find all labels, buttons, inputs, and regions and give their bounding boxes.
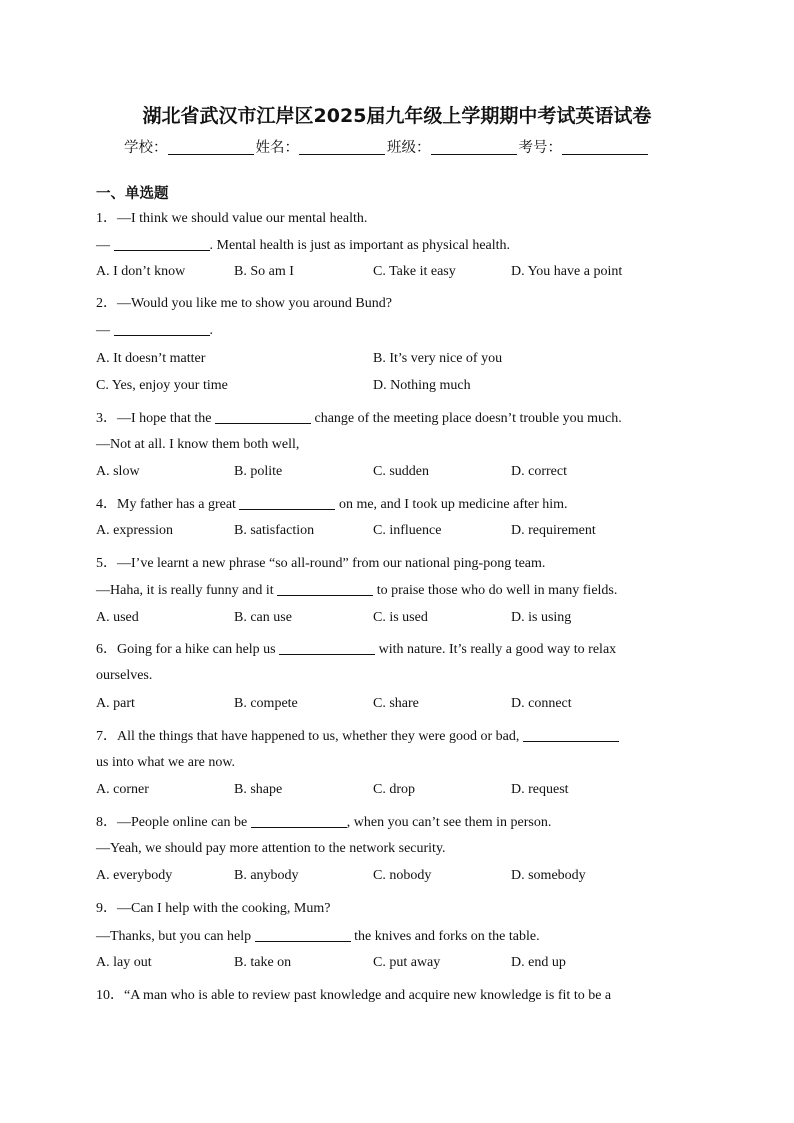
q3-start: 3．—I hope that the xyxy=(96,411,215,426)
q4-option-d[interactable]: D. requirement xyxy=(511,523,596,538)
q2-rest: . xyxy=(209,323,213,338)
class-label: 班级： xyxy=(387,140,431,156)
q7-option-b[interactable]: B. shape xyxy=(234,782,283,797)
q3-option-a[interactable]: A. slow xyxy=(96,464,140,479)
question-3-stem xyxy=(96,407,622,427)
question-1-response xyxy=(96,236,510,254)
student-info-row xyxy=(124,136,650,157)
q9-start: —Thanks, but you can help xyxy=(96,929,255,944)
q7-option-c[interactable]: C. drop xyxy=(373,782,415,797)
q4-option-a[interactable]: A. expression xyxy=(96,523,173,538)
q6-option-d[interactable]: D. connect xyxy=(511,696,572,711)
question-5-stem: 5．—I’ve learnt a new phrase “so all-round” from our national ping-pong team. xyxy=(96,556,546,571)
q1-option-d[interactable]: D. You have a point xyxy=(511,264,623,279)
q3-option-b[interactable]: B. polite xyxy=(234,464,283,479)
section-title: 一、单选题 xyxy=(96,186,169,202)
question-6-stem xyxy=(96,638,616,658)
question-1-stem: 1．—I think we should value our mental health. xyxy=(96,211,368,226)
exam-title: 湖北省武汉市江岸区2025届九年级上学期期中考试英语试卷 xyxy=(142,105,652,127)
question-5-response xyxy=(96,581,617,599)
question-8-response: —Yeah, we should pay more attention to the network security. xyxy=(96,841,446,856)
q3-rest: change of the meeting place doesn’t trouble you much. xyxy=(310,411,622,426)
q5-option-d[interactable]: D. is using xyxy=(511,610,572,625)
q4-option-b[interactable]: B. satisfaction xyxy=(234,523,315,538)
q2-option-b[interactable]: B. It’s very nice of you xyxy=(373,351,503,366)
q2-blank xyxy=(114,321,210,336)
q8-option-d[interactable]: D. somebody xyxy=(511,868,586,883)
question-2-stem: 2．—Would you like me to show you around Bund? xyxy=(96,296,392,311)
q5-blank xyxy=(277,581,373,596)
q5-option-a[interactable]: A. used xyxy=(96,610,139,625)
q7-option-a[interactable]: A. corner xyxy=(96,782,149,797)
school-blank[interactable] xyxy=(168,139,254,155)
q4-start: 4．My father has a great xyxy=(96,497,240,512)
question-8-stem xyxy=(96,811,551,831)
q4-option-c[interactable]: C. influence xyxy=(373,523,442,538)
exam-number-label: 考号： xyxy=(518,140,562,156)
name-blank[interactable] xyxy=(299,139,385,155)
name-label: 姓名： xyxy=(255,140,299,156)
q7-start: 7．All the things that have happened to us, whether they were good or bad, xyxy=(96,729,523,744)
q5-option-b[interactable]: B. can use xyxy=(234,610,292,625)
q6-rest: with nature. It’s really a good way to relax xyxy=(375,642,617,657)
q2-option-d[interactable]: D. Nothing much xyxy=(373,378,471,393)
q5-option-c[interactable]: C. is used xyxy=(373,610,428,625)
q1-option-b[interactable]: B. So am I xyxy=(234,264,294,279)
question-2-response xyxy=(96,321,213,339)
q2-option-c[interactable]: C. Yes, enjoy your time xyxy=(96,378,228,393)
q6-start: 6．Going for a hike can help us xyxy=(96,642,280,657)
q4-blank xyxy=(239,495,335,510)
q2-option-a[interactable]: A. It doesn’t matter xyxy=(96,351,206,366)
q9-option-b[interactable]: B. take on xyxy=(234,955,292,970)
q5-start: —Haha, it is really funny and it xyxy=(96,583,278,598)
q1-dash: — xyxy=(96,238,114,253)
q8-option-b[interactable]: B. anybody xyxy=(234,868,299,883)
q1-option-c[interactable]: C. Take it easy xyxy=(373,264,456,279)
q8-option-c[interactable]: C. nobody xyxy=(373,868,432,883)
q6-blank xyxy=(279,640,375,655)
question-7-continuation: us into what we are now. xyxy=(96,755,236,770)
q2-dash: — xyxy=(96,323,114,338)
q7-option-d[interactable]: D. request xyxy=(511,782,569,797)
q1-rest: . Mental health is just as important as physical health. xyxy=(209,238,511,253)
class-blank[interactable] xyxy=(431,139,517,155)
q8-blank xyxy=(251,813,347,828)
question-4-stem xyxy=(96,493,568,513)
q6-option-c[interactable]: C. share xyxy=(373,696,419,711)
question-3-response: —Not at all. I know them both well, xyxy=(96,437,300,452)
q8-option-a[interactable]: A. everybody xyxy=(96,868,173,883)
question-7-stem xyxy=(96,725,619,745)
q1-option-a[interactable]: A. I don’t know xyxy=(96,264,186,279)
q3-option-c[interactable]: C. sudden xyxy=(373,464,429,479)
q9-rest: the knives and forks on the table. xyxy=(350,929,540,944)
q9-option-a[interactable]: A. lay out xyxy=(96,955,152,970)
school-label: 学校： xyxy=(124,140,168,156)
q3-blank xyxy=(215,409,311,424)
q8-rest: , when you can’t see them in person. xyxy=(346,815,552,830)
question-6-continuation: ourselves. xyxy=(96,668,153,683)
q6-option-a[interactable]: A. part xyxy=(96,696,135,711)
question-10-stem: 10．“A man who is able to review past knowledge and acquire new knowledge is fit to be a xyxy=(96,988,612,1003)
q8-start: 8．—People online can be xyxy=(96,815,251,830)
q3-option-d[interactable]: D. correct xyxy=(511,464,567,479)
q9-blank xyxy=(255,927,351,942)
exam-number-blank[interactable] xyxy=(562,139,648,155)
question-9-stem: 9．—Can I help with the cooking, Mum? xyxy=(96,901,331,916)
q9-option-c[interactable]: C. put away xyxy=(373,955,441,970)
q9-option-d[interactable]: D. end up xyxy=(511,955,566,970)
q5-rest: to praise those who do well in many fields. xyxy=(373,583,618,598)
q7-blank xyxy=(523,727,619,742)
question-9-response xyxy=(96,927,540,945)
q4-rest: on me, and I took up medicine after him. xyxy=(335,497,568,512)
q6-option-b[interactable]: B. compete xyxy=(234,696,298,711)
q1-blank xyxy=(114,236,210,251)
